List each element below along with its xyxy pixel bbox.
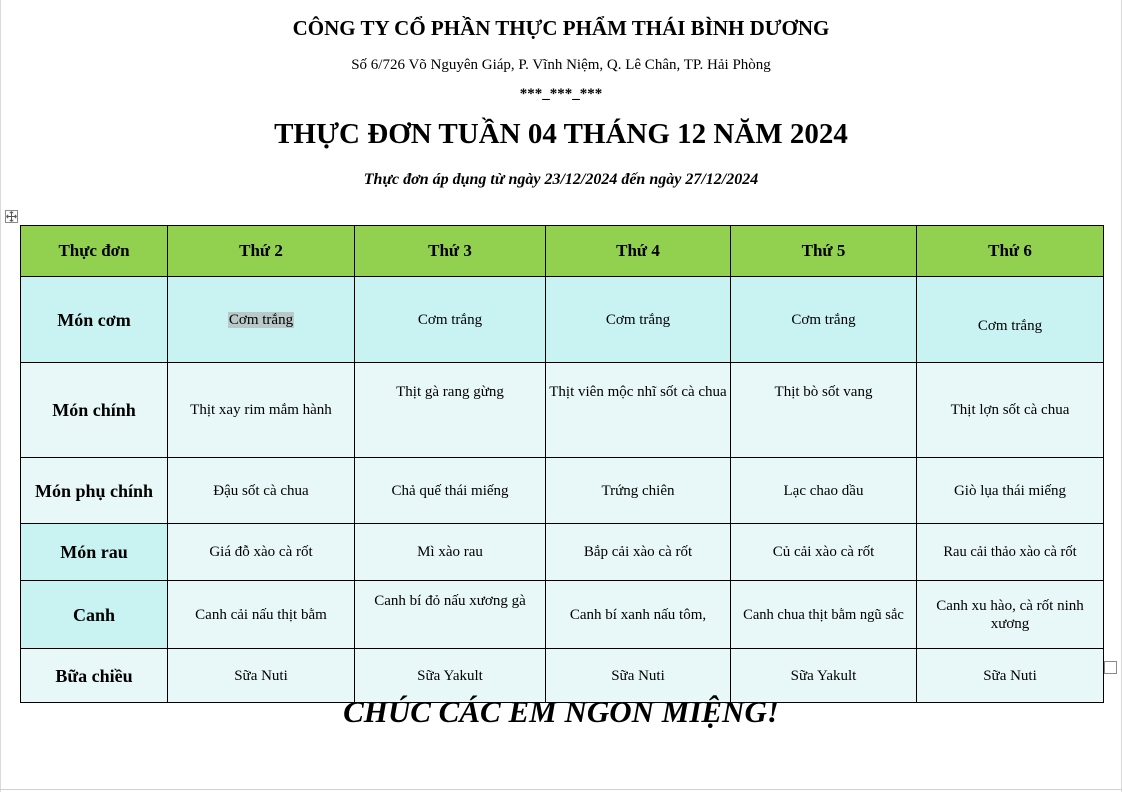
row-label[interactable]: Món phụ chính (21, 458, 168, 524)
table-row (21, 458, 1104, 524)
table-cell[interactable]: Củ cải xào cà rốt (731, 524, 917, 581)
table-row (21, 581, 1104, 649)
table-cell[interactable]: Canh chua thịt bằm ngũ sắc (731, 581, 917, 649)
table-cell[interactable]: Lạc chao dầu (731, 458, 917, 524)
table-cell[interactable]: Rau cải thảo xào cà rốt (917, 524, 1104, 581)
table-cell[interactable]: Giá đỗ xào cà rốt (168, 524, 355, 581)
table-cell[interactable]: Trứng chiên (546, 458, 731, 524)
table-cell[interactable]: Sữa Nuti (917, 649, 1104, 703)
table-resize-icon[interactable] (1104, 661, 1117, 674)
table-cell[interactable]: Sữa Nuti (168, 649, 355, 703)
table-cell[interactable]: Canh bí đỏ nấu xương gà (355, 581, 546, 649)
row-label[interactable]: Món cơm (21, 277, 168, 363)
table-cell[interactable]: Thịt gà rang gừng (355, 363, 546, 458)
table-cell[interactable]: Sữa Yakult (355, 649, 546, 703)
date-range-subtitle: Thực đơn áp dụng từ ngày 23/12/2024 đến ngày 27/12/2024 (363, 171, 759, 188)
page-title: THỰC ĐƠN TUẦN 04 THÁNG 12 NĂM 2024 (274, 118, 848, 150)
table-cell[interactable]: Canh xu hào, cà rốt ninh xương (917, 581, 1104, 649)
column-header[interactable]: Thứ 3 (355, 226, 546, 277)
row-label[interactable]: Món rau (21, 524, 168, 581)
table-cell[interactable]: Đậu sốt cà chua (168, 458, 355, 524)
table-cell[interactable]: Giò lụa thái miếng (917, 458, 1104, 524)
page-edge-bottom (0, 789, 1122, 790)
table-cell[interactable]: Sữa Yakult (731, 649, 917, 703)
column-header[interactable]: Thứ 6 (917, 226, 1104, 277)
table-cell[interactable]: Cơm trắng (917, 277, 1104, 363)
menu-table (20, 225, 1104, 703)
column-header[interactable]: Thứ 2 (168, 226, 355, 277)
row-label[interactable]: Bữa chiều (21, 649, 168, 703)
table-cell[interactable]: Thịt viên mộc nhĩ sốt cà chua (546, 363, 731, 458)
table-row (21, 363, 1104, 458)
table-cell[interactable]: Thịt lợn sốt cà chua (917, 363, 1104, 458)
company-address: Số 6/726 Võ Nguyên Giáp, P. Vĩnh Niệm, Q. Lê Chân, TP. Hải Phòng (351, 57, 771, 73)
table-cell[interactable]: Mì xào rau (355, 524, 546, 581)
table-cell[interactable]: Thịt xay rim mắm hành (168, 363, 355, 458)
column-header[interactable]: Thực đơn (21, 226, 168, 277)
company-name: CÔNG TY CỔ PHẦN THỰC PHẨM THÁI BÌNH DƯƠNG (292, 16, 830, 40)
row-label[interactable]: Món chính (21, 363, 168, 458)
column-header[interactable]: Thứ 5 (731, 226, 917, 277)
table-cell[interactable]: Thịt bò sốt vang (731, 363, 917, 458)
table-row (21, 277, 1104, 363)
selected-text[interactable]: Cơm trắng (228, 311, 294, 328)
table-cell[interactable]: Cơm trắng (546, 277, 731, 363)
row-label[interactable]: Canh (21, 581, 168, 649)
table-move-icon[interactable] (5, 210, 18, 223)
column-header[interactable]: Thứ 4 (546, 226, 731, 277)
table-cell[interactable]: Canh cải nấu thịt bằm (168, 581, 355, 649)
table-cell[interactable]: Canh bí xanh nấu tôm, (546, 581, 731, 649)
table-header-row (21, 226, 1104, 277)
table-cell[interactable]: Sữa Nuti (546, 649, 731, 703)
table-cell[interactable]: Chả quế thái miếng (355, 458, 546, 524)
table-row (21, 524, 1104, 581)
table-cell[interactable] (168, 277, 355, 363)
table-cell[interactable]: Cơm trắng (355, 277, 546, 363)
table-cell[interactable]: Bắp cải xào cà rốt (546, 524, 731, 581)
separator: ***_***_*** (519, 86, 603, 102)
closing-message: CHÚC CÁC EM NGON MIỆNG! (343, 694, 779, 729)
table-cell[interactable]: Cơm trắng (731, 277, 917, 363)
